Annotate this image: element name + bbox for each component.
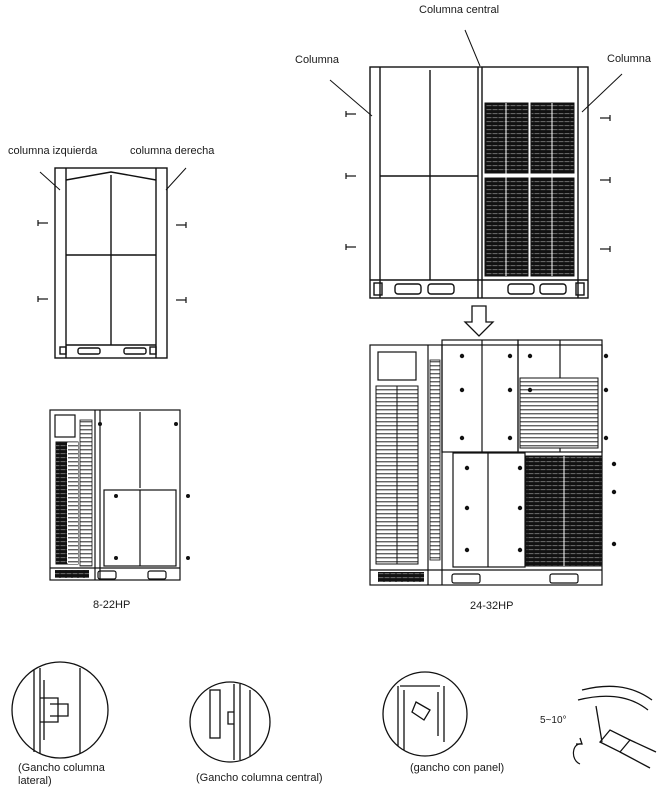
side-hook-detail: [12, 662, 108, 758]
angle-label: 5~10°: [540, 715, 567, 726]
small-unit-fin-stack: [55, 420, 92, 578]
panel-hook-caption: (gancho con panel): [410, 762, 505, 774]
small-unit-front: [55, 168, 167, 358]
rotation-detail: [573, 686, 656, 768]
side-hook-caption: (Gancho columna lateral): [18, 762, 105, 787]
panel-hook-detail: [383, 672, 467, 756]
large-unit-fin-stack: [376, 360, 602, 582]
large-unit-grilles: [485, 103, 574, 276]
small-right-column-label: columna derecha: [130, 145, 215, 157]
left-column-label: Columna: [295, 54, 340, 66]
small-unit-leaders: [40, 168, 186, 190]
model-large-label: 24-32HP: [470, 600, 514, 612]
down-arrow-icon: [465, 306, 493, 336]
central-hook-detail: [190, 682, 270, 762]
small-unit-screws: [38, 220, 186, 303]
right-column-label: Columna: [607, 53, 652, 65]
central-column-label: Columna central: [419, 4, 500, 16]
central-hook-caption: (Gancho columna central): [196, 772, 323, 784]
small-left-column-label: columna izquierda: [8, 145, 98, 157]
model-small-label: 8-22HP: [93, 599, 131, 611]
